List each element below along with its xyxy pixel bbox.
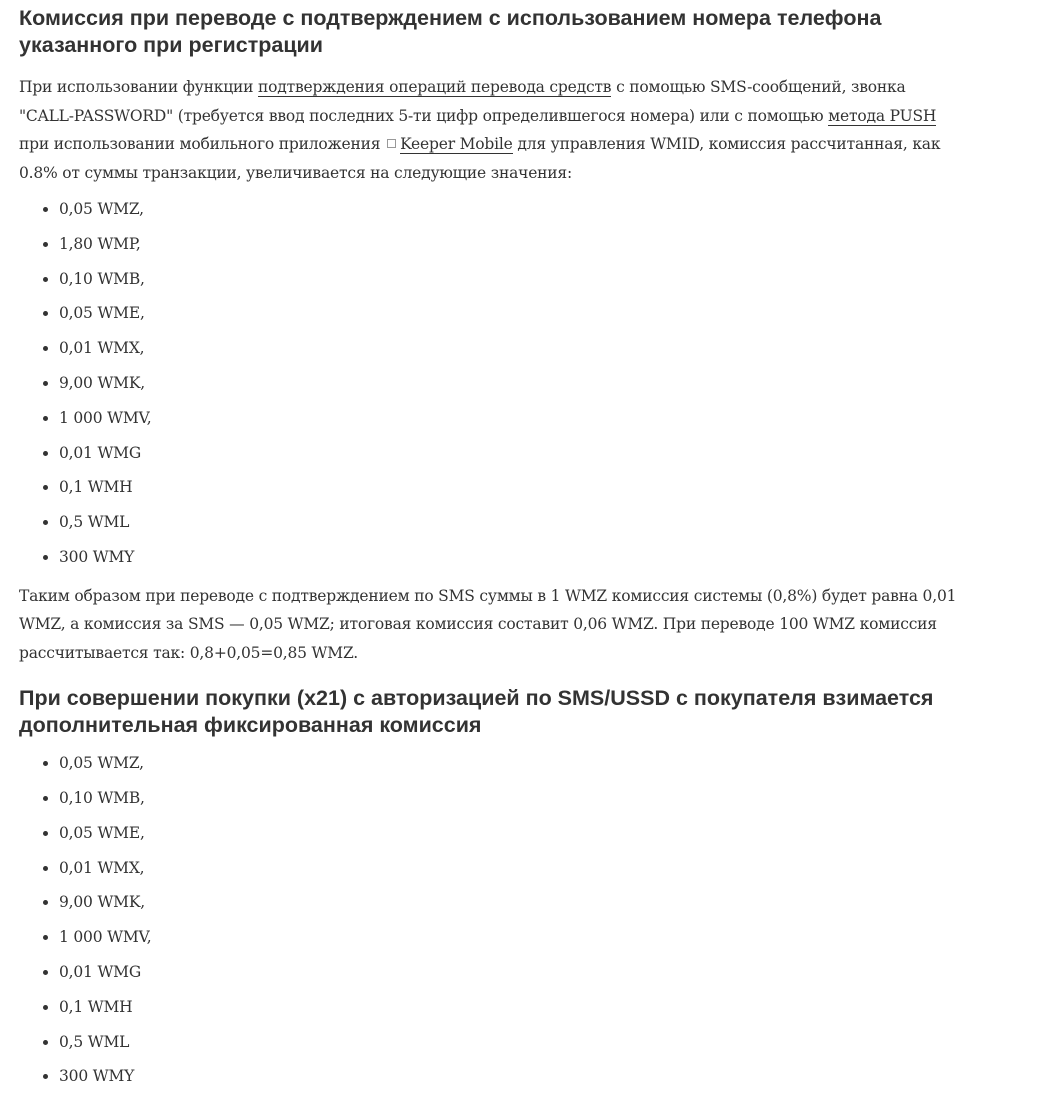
fee-item: • 300 WMY: [59, 547, 964, 567]
fee-item: • 0,01 WMG: [59, 962, 964, 982]
section-title-purchase: При совершении покупки (x21) с авторизацией по SMS/USSD с покупателя взимается дополнительная фиксированная комиссия: [19, 686, 934, 738]
keeper-mobile-link[interactable]: Keeper Mobile: [400, 135, 513, 153]
fee-item: • 0,05 WMZ,: [59, 753, 964, 773]
fee-item: • 0,05 WMZ,: [59, 199, 964, 219]
fee-item: • 9,00 WMK,: [59, 373, 964, 393]
fee-item: • 0,1 WMH: [59, 997, 964, 1017]
text: для управления WMID, комиссия рассчитанная, как 0.8% от суммы транзакции, увеличивается на следующие значения:: [19, 135, 941, 182]
fee-item: • 0,01 WMX,: [59, 338, 964, 358]
external-link-icon: [387, 139, 396, 148]
confirmation-link[interactable]: подтверждения операций перевода средств: [257, 78, 612, 96]
fee-item: • 0,10 WMB,: [59, 269, 964, 289]
fee-list-sms: [19, 199, 964, 567]
text: с помощью SMS-сообщений, звонка "CALL-PASSWORD" (требуется ввод последних 5-ти цифр определившегося номера) или с помощью: [19, 78, 906, 125]
text: При использовании функции: [19, 78, 258, 96]
fee-list-purchase: [19, 753, 964, 1086]
push-method-link[interactable]: метода PUSH: [828, 106, 937, 125]
fee-item: • 0,05 WME,: [59, 823, 964, 843]
text: при использовании мобильного приложения: [19, 135, 386, 153]
fee-item: • 1 000 WMV,: [59, 408, 964, 428]
fee-item: • 0,5 WML: [59, 512, 964, 532]
fee-item: • 1 000 WMV,: [59, 927, 964, 947]
fee-item: • 0,01 WMX,: [59, 858, 964, 878]
intro-paragraph: [19, 73, 964, 187]
example-paragraph: Таким образом при переводе с подтверждением по SMS суммы в 1 WMZ комиссия системы (0,8%) будет равна 0,01 WMZ, а комиссия за SMS — 0,05 WMZ; итоговая комиссия составит 0,06 WMZ. При переводе 100 WMZ комиссия рассчитывается так: 0,8+0,05=0,85 WMZ.: [19, 586, 957, 662]
fee-item: • 0,1 WMH: [59, 477, 964, 497]
fee-item: • 0,5 WML: [59, 1032, 964, 1052]
fee-item: • 9,00 WMK,: [59, 892, 964, 912]
fee-item: • 0,10 WMB,: [59, 788, 964, 808]
section-title-sms-confirmation: Комиссия при переводе с подтверждением с использованием номера телефона указанного при регистрации: [19, 6, 882, 57]
fee-item: • 0,05 WME,: [59, 303, 964, 323]
fee-item: • 1,80 WMP,: [59, 234, 964, 254]
fee-item: • 0,01 WMG: [59, 443, 964, 463]
fee-item: • 300 WMY: [59, 1066, 964, 1086]
